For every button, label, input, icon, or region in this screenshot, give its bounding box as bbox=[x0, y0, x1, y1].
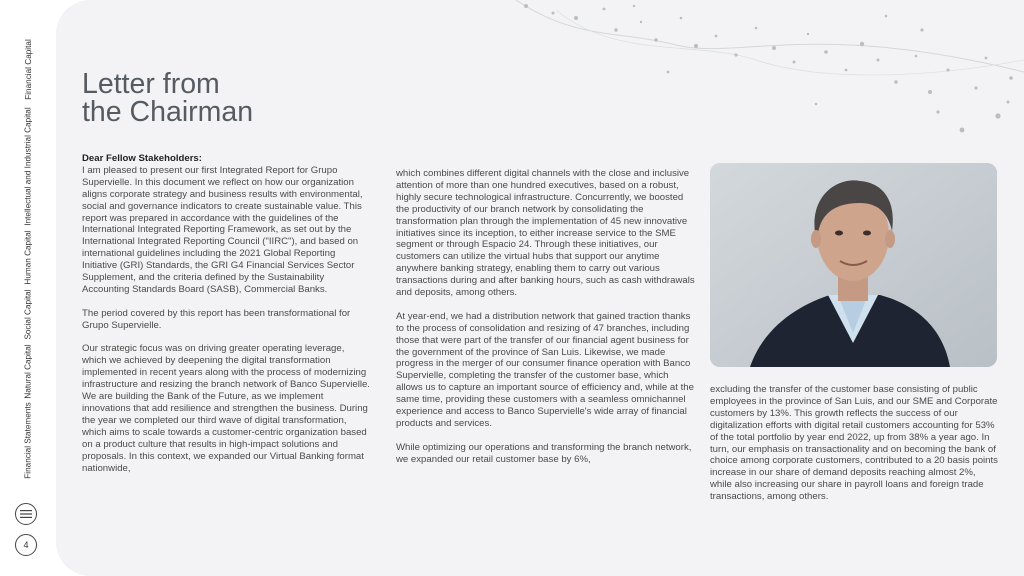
menu-button[interactable] bbox=[15, 503, 37, 525]
letter-paragraph: While optimizing our operations and transforming the branch network, we expanded our retail customer base by 6%, bbox=[396, 441, 692, 465]
letter-paragraph: The period covered by this report has been transformational for Grupo Supervielle. bbox=[82, 307, 351, 331]
sidebar bbox=[0, 0, 56, 576]
hamburger-menu-icon bbox=[20, 509, 32, 519]
letter-paragraph: which combines different digital channels with the close and inclusive attention of more than one hundred executives, based on a robust, highly secure technological infrastructure. Concurrently, we boosted the productivity of our branch network by consolidating the transformation plan through the implementation of 45 new innovative initiatives since its inception, to either increase service to the SME segment or through Espacio 24. Through these initiatives, our customers can utilize the virtual hubs that support our anytime anywhere banking strategy, enabling them to carry out various transactions during and after banking hours, such as cash withdrawals and deposits, among others. bbox=[396, 168, 695, 299]
sidebar-tab-social-capital[interactable] bbox=[6, 288, 50, 340]
sidebar-tab-financial-capital[interactable] bbox=[6, 36, 50, 102]
letter-column-2 bbox=[396, 168, 696, 478]
letter-paragraph: I am pleased to present our first Integrated Report for Grupo Supervielle. In this document we reflect on how our organization aligns corporate strategy and business results with environmental, social and governance indicators to create sustainable value. This report was prepared in accordance with the guidelines of the International Integrated Reporting Framework, as set out by the International Integrated Reporting Council ("IIRC"), and based on international guidelines including the 2021 Global Reporting Initiative (GRI) Standards, the GRI G4 Financial Services Sector Supplement, and the criteria defined by the Sustainability Accounting Standards Board (SASB), Commercial Banks. bbox=[82, 164, 363, 295]
page-title-line1: Letter from bbox=[82, 68, 220, 100]
chairman-portrait-image bbox=[710, 163, 997, 367]
sidebar-tab-label: Social Capital bbox=[23, 288, 33, 340]
letter-paragraph: At year-end, we had a distribution network that gained traction thanks to the process of consolidation and resizing of 47 branches, including those that were part of the transfer of our financial agent business for the government of the province of San Luis. Likewise, we made progress in the merger of our consumer finance operation with Banco Supervielle, completing the transfer of the customer base, which allows us to capture an important source of efficiency and, while at the same time, providing these customers with a seamless omnichannel experience and access to Banco Supervielle's wide array of financial products and services. bbox=[396, 310, 694, 430]
sidebar-tab-label: Intellectual and Industrial Capital bbox=[23, 106, 33, 226]
letter-paragraph: excluding the transfer of the customer base consisting of public employees in the province of San Luis, and our SME and Corporate customers by 13%. This growth reflects the success of our digitalization efforts with digital retail customers accounting for 53% of the total portfolio by year end 2022, up from 38% a year ago. In turn, our emphasis on transactionality and on becoming the bank of choice among corporate customers, contributed to a 20 basis points increase in our share of demand deposits reaching almost 2%, while also increasing our share in payroll loans and foreign trade transactions, among others. bbox=[710, 384, 998, 503]
sidebar-tab-label: Financial Statements bbox=[23, 401, 33, 479]
letter-column-1 bbox=[82, 151, 370, 486]
page-number-label: 4 bbox=[23, 540, 29, 550]
letter-paragraph: Our strategic focus was on driving greater operating leverage, which we achieved by deepening the digital transformation implemented in recent years along with the process of modernizing infrastructure and resizing the branch network of Banco Supervielle. We are building the Bank of the Future, as we implement innovations that add resilience and strengthen the business. During the year we completed our third wave of digital transformation, which aims to scale towards a customer-centric organization based on a product culture that results in high-impact solutions and proposals. In this context, we expanded our Virtual Banking format nationwide, bbox=[82, 343, 370, 474]
letter-greeting: Dear Fellow Stakeholders: bbox=[82, 153, 202, 164]
page-title-line2: the Chairman bbox=[82, 96, 254, 128]
sidebar-tab-human-capital[interactable] bbox=[6, 228, 50, 286]
content-panel bbox=[56, 0, 1024, 576]
sidebar-tab-label: Financial Capital bbox=[23, 38, 33, 100]
sidebar-tab-label: Natural Capital bbox=[23, 343, 33, 399]
sidebar-tab-natural-capital[interactable] bbox=[6, 342, 50, 400]
page-title bbox=[82, 70, 253, 126]
page-number bbox=[15, 534, 37, 556]
letter-column-3 bbox=[710, 384, 998, 515]
chairman-photo bbox=[710, 163, 997, 367]
sidebar-tab-financial-statements[interactable] bbox=[6, 402, 50, 478]
sidebar-tab-label: Human Capital bbox=[23, 229, 33, 285]
sidebar-tab-intellectual-industrial-capital[interactable] bbox=[6, 108, 50, 224]
